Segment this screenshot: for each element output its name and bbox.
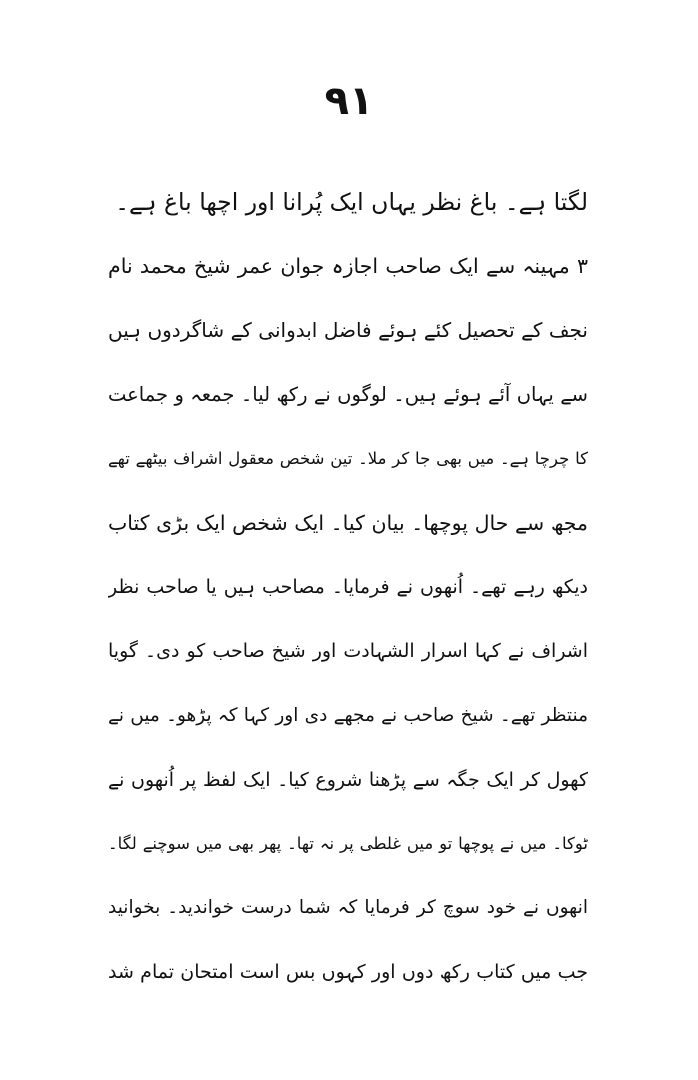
text-line: انھوں نے خود سوچ کر فرمایا کہ شما درست خواندید۔ بخوانید xyxy=(108,897,588,919)
text-line: نجف کے تحصیل کئے ہوئے فاضل ابدوانی کے شاگردوں ہیں xyxy=(108,318,588,343)
text-line: سے یہاں آئے ہوئے ہیں۔ لوگوں نے رکھ لیا۔ جمعہ و جماعت xyxy=(108,382,588,406)
text-line: مجھ سے حال پوچھا۔ بیان کیا۔ ایک شخص ایک بڑی کتاب xyxy=(108,510,588,535)
text-line: ٹوکا۔ میں نے پوچھا تو میں غلطی پر نہ تھا۔ پھر بھی میں سوچنے لگا۔ xyxy=(108,833,588,853)
text-line: ۳ مہینہ سے ایک صاحب اجازہ جوان عمر شیخ محمد نام xyxy=(108,254,588,279)
page-text-body xyxy=(108,170,588,1004)
text-line: منتظر تھے۔ شیخ صاحب نے مجھے دی اور کہا کہ پڑھو۔ میں نے xyxy=(108,704,588,726)
text-line: دیکھ رہے تھے۔ اُنھوں نے فرمایا۔ مصاحب ہیں یا صاحب نظر xyxy=(108,576,588,599)
page-number: ۹۱ xyxy=(324,78,374,124)
text-line: کھول کر ایک جگہ سے پڑھنا شروع کیا۔ ایک لفظ پر اُنھوں نے xyxy=(108,768,588,791)
text-line: کا چرچا ہے۔ میں بھی جا کر ملا۔ تین شخص معقول اشراف بیٹھے تھے xyxy=(108,448,588,468)
text-line: لگتا ہے۔ باغ نظر یہاں ایک پُرانا اور اچھا باغ ہے۔ xyxy=(115,188,588,216)
text-line: جب میں کتاب رکھ دوں اور کہوں بس است امتحان تمام شد xyxy=(108,961,588,984)
text-line: اشراف نے کہا اسرار الشہادت اور شیخ صاحب کو دی۔ گویا xyxy=(108,640,588,663)
